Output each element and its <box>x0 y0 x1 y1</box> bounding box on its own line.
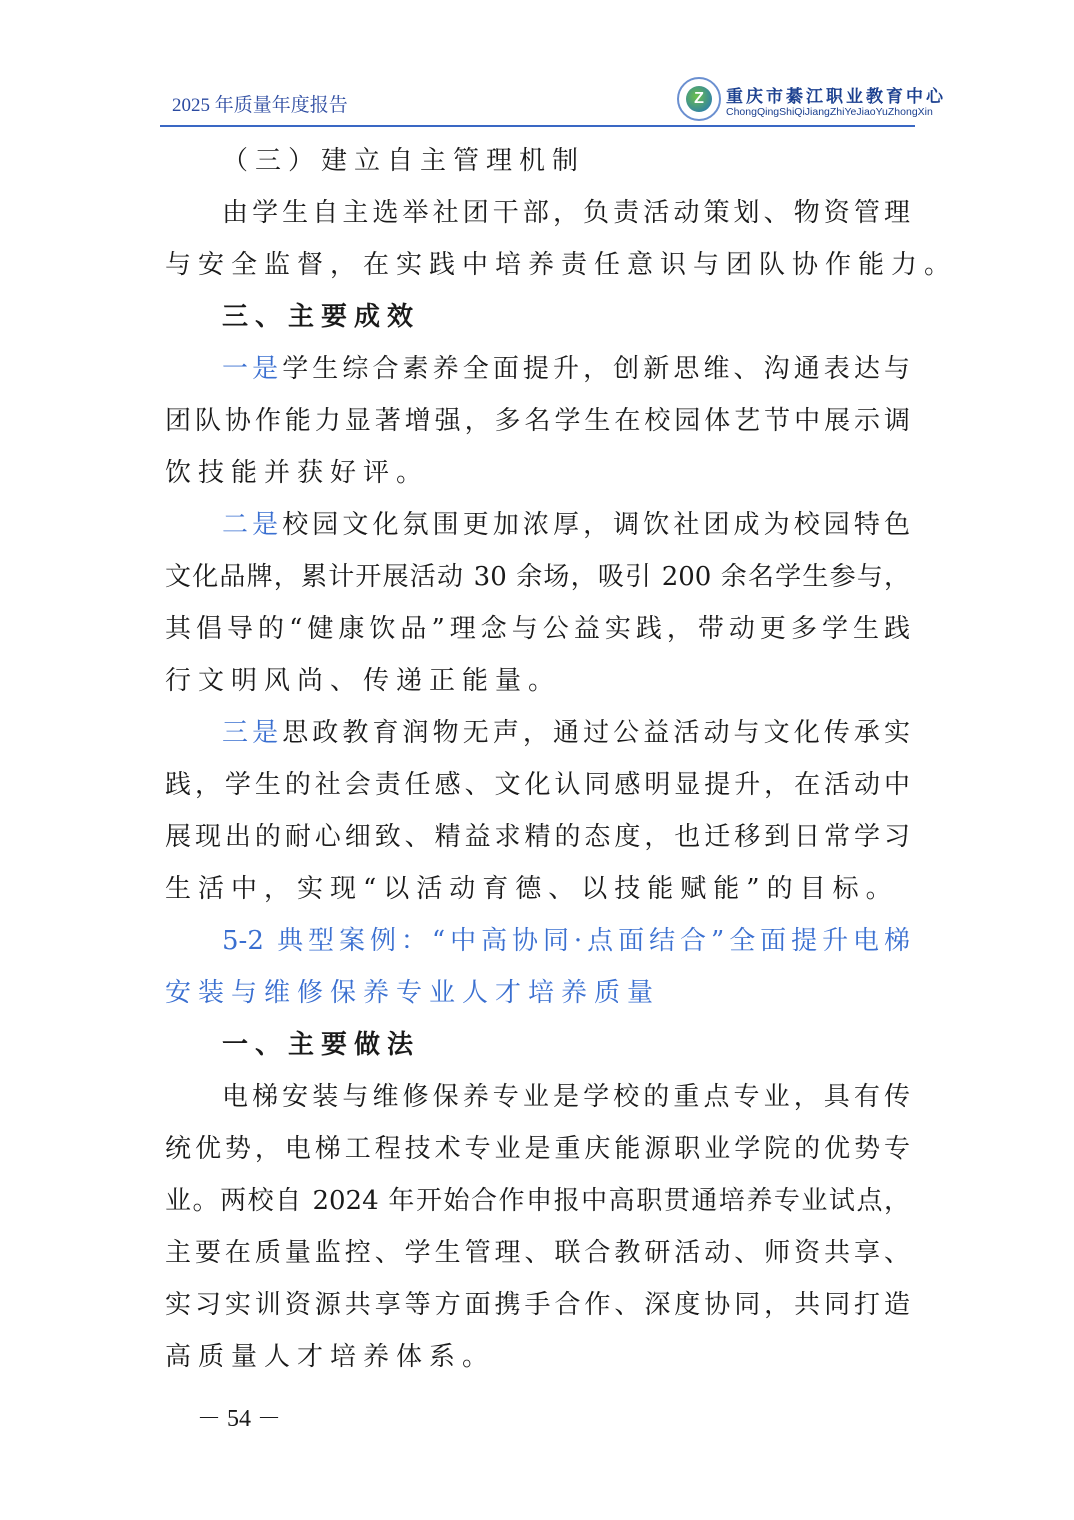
line-text: 行文明风尚、传递正能量。 <box>165 666 562 696</box>
line-text: 团队协作能力显著增强，多名学生在校园体艺节中展示调 <box>165 406 910 436</box>
header-divider <box>160 125 915 127</box>
line-text: 统优势，电梯工程技术专业是重庆能源职业学院的优势专 <box>165 1134 910 1164</box>
line-text: 文化品牌，累计开展活动 30 余场，吸引 200 余名学生参与， <box>165 562 910 592</box>
line-text: 思政教育润物无声，通过公益活动与文化传承实 <box>282 718 910 748</box>
text-line <box>165 1071 910 1123</box>
school-name-en: ChongQingShiQiJiangZhiYeJiaoYuZhongXin <box>726 106 933 118</box>
text-line <box>165 811 910 863</box>
line-text: 生活中，实现“以活动育德、以技能赋能”的目标。 <box>165 874 899 904</box>
logo-icon: Z <box>686 86 712 112</box>
line-text: 与安全监督，在实践中培养责任意识与团队协作能力。 <box>165 250 958 280</box>
highlight-lead: 三是 <box>222 718 283 748</box>
text-line <box>165 343 910 395</box>
text-line <box>165 187 910 239</box>
body-text <box>165 135 958 1383</box>
text-line <box>165 655 910 707</box>
line-text: 实习实训资源共享等方面携手合作、深度协同，共同打造 <box>165 1290 910 1320</box>
line-text: 电梯安装与维修保养专业是学校的重点专业，具有传 <box>222 1082 910 1112</box>
line-text: 践，学生的社会责任感、文化认同感明显提升，在活动中 <box>165 770 910 800</box>
line-text: 主要在质量监控、学生管理、联合教研活动、师资共享、 <box>165 1238 910 1268</box>
line-text: 饮技能并获好评。 <box>165 458 430 488</box>
text-line <box>165 1279 910 1331</box>
text-line <box>165 135 910 187</box>
report-title: 2025 年质量年度报告 <box>172 95 348 116</box>
text-line <box>165 759 910 811</box>
text-line <box>165 603 910 655</box>
highlight-lead: 一是 <box>222 354 283 384</box>
text-line <box>165 395 910 447</box>
highlight-lead: 二是 <box>222 510 283 540</box>
line-text: 其倡导的“健康饮品”理念与公益实践，带动更多学生践 <box>165 614 910 644</box>
line-text: 高质量人才培养体系。 <box>165 1342 496 1372</box>
text-line <box>165 239 958 291</box>
line-text: 安装与维修保养专业人才培养质量 <box>165 978 661 1008</box>
school-logo <box>677 77 721 121</box>
line-text: 校园文化氛围更加浓厚，调饮社团成为校园特色 <box>282 510 910 540</box>
section-heading <box>165 1019 910 1071</box>
case-title-line <box>165 967 910 1019</box>
line-text: 一、主要做法 <box>222 1030 421 1060</box>
text-line <box>165 1227 910 1279</box>
line-text: 三、主要成效 <box>222 302 421 332</box>
line-text: 由学生自主选举社团干部，负责活动策划、物资管理 <box>222 198 910 228</box>
line-text: 5-2 典型案例：“中高协同·点面结合”全面提升电梯 <box>222 926 910 956</box>
text-line <box>165 447 910 499</box>
text-line <box>165 1123 910 1175</box>
line-text: 业。两校自 2024 年开始合作申报中高职贯通培养专业试点， <box>165 1186 910 1216</box>
text-line <box>165 551 910 603</box>
line-text: 展现出的耐心细致、精益求精的态度，也迁移到日常学习 <box>165 822 910 852</box>
text-line <box>165 707 910 759</box>
case-title-line <box>165 915 910 967</box>
text-line <box>165 499 910 551</box>
text-line <box>165 1175 910 1227</box>
text-line <box>165 863 910 915</box>
section-heading <box>165 291 910 343</box>
school-name-cn: 重庆市綦江职业教育中心 <box>726 87 946 107</box>
page-number: － 54 － <box>197 1406 281 1432</box>
line-text: 学生综合素养全面提升，创新思维、沟通表达与 <box>282 354 910 384</box>
line-text: （三）建立自主管理机制 <box>222 146 586 176</box>
text-line <box>165 1331 910 1383</box>
